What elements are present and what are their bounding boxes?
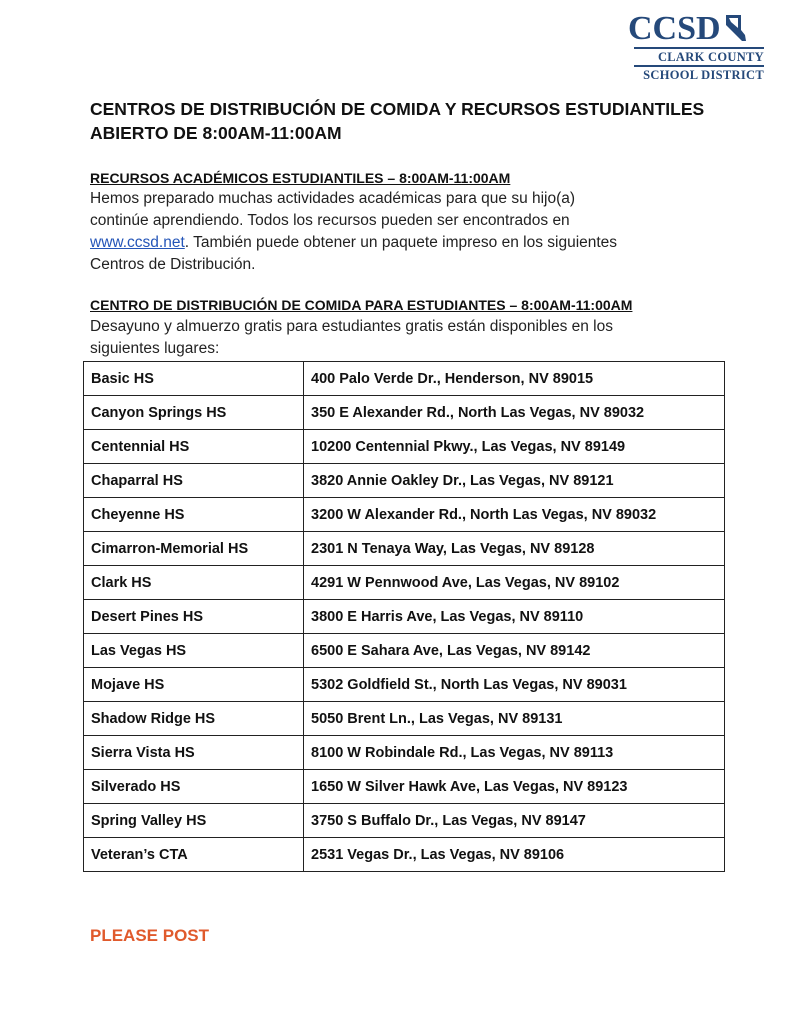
sites-table-body — [84, 362, 725, 872]
page-title-line1: CENTROS DE DISTRIBUCIÓN DE COMIDA Y RECURSOS ESTUDIANTILES — [90, 99, 705, 119]
logo-line-county: CLARK COUNTY — [657, 50, 764, 64]
school-address-cell: 3800 E Harris Ave, Las Vegas, NV 89110 — [304, 600, 725, 634]
table-row — [84, 362, 725, 396]
table-row — [84, 532, 725, 566]
school-name-cell: Canyon Springs HS — [84, 396, 304, 430]
school-name-cell: Mojave HS — [84, 668, 304, 702]
table-row — [84, 430, 725, 464]
food-distribution-paragraph — [90, 316, 700, 360]
table-row — [84, 770, 725, 804]
school-address-cell: 3200 W Alexander Rd., North Las Vegas, NV 89032 — [304, 498, 725, 532]
school-address-cell: 3750 S Buffalo Dr., Las Vegas, NV 89147 — [304, 804, 725, 838]
page-title — [90, 97, 704, 145]
table-row — [84, 498, 725, 532]
school-address-cell: 2531 Vegas Dr., Las Vegas, NV 89106 — [304, 838, 725, 872]
school-name-cell: Las Vegas HS — [84, 634, 304, 668]
school-name-cell: Cheyenne HS — [84, 498, 304, 532]
nevada-state-icon — [723, 13, 749, 43]
table-row — [84, 634, 725, 668]
table-row — [84, 396, 725, 430]
page-title-line2: ABIERTO DE 8:00AM-11:00AM — [90, 123, 342, 143]
school-name-cell: Centennial HS — [84, 430, 304, 464]
table-row — [84, 736, 725, 770]
ccsd-logo — [628, 12, 768, 80]
academic-line-3-rest: . También puede obtener un paquete impreso en los siguientes — [184, 234, 618, 251]
school-name-cell: Basic HS — [84, 362, 304, 396]
school-name-cell: Desert Pines HS — [84, 600, 304, 634]
table-row — [84, 838, 725, 872]
table-row — [84, 566, 725, 600]
logo-line-district: SCHOOL DISTRICT — [643, 68, 764, 82]
academic-line-2: continúe aprendiendo. Todos los recursos pueden ser encontrados en — [90, 212, 570, 229]
school-address-cell: 350 E Alexander Rd., North Las Vegas, NV 89032 — [304, 396, 725, 430]
school-address-cell: 10200 Centennial Pkwy., Las Vegas, NV 89149 — [304, 430, 725, 464]
ccsd-website-link[interactable]: www.ccsd.net — [90, 234, 185, 251]
school-address-cell: 1650 W Silver Hawk Ave, Las Vegas, NV 89123 — [304, 770, 725, 804]
table-row — [84, 702, 725, 736]
academic-resources-paragraph — [90, 188, 700, 276]
school-name-cell: Spring Valley HS — [84, 804, 304, 838]
school-address-cell: 4291 W Pennwood Ave, Las Vegas, NV 89102 — [304, 566, 725, 600]
school-name-cell: Shadow Ridge HS — [84, 702, 304, 736]
academic-line-1: Hemos preparado muchas actividades académicas para que su hijo(a) — [90, 190, 576, 207]
logo-rule-top — [634, 47, 764, 49]
academic-line-3 — [90, 232, 700, 254]
school-name-cell: Chaparral HS — [84, 464, 304, 498]
school-name-cell: Sierra Vista HS — [84, 736, 304, 770]
school-name-cell: Veteran’s CTA — [84, 838, 304, 872]
school-name-cell: Silverado HS — [84, 770, 304, 804]
table-row — [84, 464, 725, 498]
school-name-cell: Clark HS — [84, 566, 304, 600]
school-address-cell: 6500 E Sahara Ave, Las Vegas, NV 89142 — [304, 634, 725, 668]
school-address-cell: 2301 N Tenaya Way, Las Vegas, NV 89128 — [304, 532, 725, 566]
academic-resources-heading: RECURSOS ACADÉMICOS ESTUDIANTILES – 8:00AM-11:00AM — [90, 170, 511, 186]
school-address-cell: 3820 Annie Oakley Dr., Las Vegas, NV 89121 — [304, 464, 725, 498]
school-name-cell: Cimarron-Memorial HS — [84, 532, 304, 566]
school-address-cell: 400 Palo Verde Dr., Henderson, NV 89015 — [304, 362, 725, 396]
logo-rule-bottom — [634, 65, 764, 67]
please-post-notice: PLEASE POST — [90, 926, 210, 945]
food-line-2: siguientes lugares: — [90, 340, 220, 357]
academic-line-4: Centros de Distribución. — [90, 256, 256, 273]
food-distribution-heading: CENTRO DE DISTRIBUCIÓN DE COMIDA PARA ESTUDIANTES – 8:00AM-11:00AM — [90, 297, 633, 313]
school-address-cell: 5050 Brent Ln., Las Vegas, NV 89131 — [304, 702, 725, 736]
table-row — [84, 600, 725, 634]
table-row — [84, 804, 725, 838]
table-row — [84, 668, 725, 702]
school-address-cell: 5302 Goldfield St., North Las Vegas, NV 89031 — [304, 668, 725, 702]
logo-mark — [628, 12, 768, 46]
food-line-1: Desayuno y almuerzo gratis para estudiantes gratis están disponibles en los — [90, 318, 613, 335]
logo-acronym: CCSD — [628, 10, 721, 47]
school-address-cell: 8100 W Robindale Rd., Las Vegas, NV 89113 — [304, 736, 725, 770]
distribution-sites-table — [83, 361, 725, 872]
